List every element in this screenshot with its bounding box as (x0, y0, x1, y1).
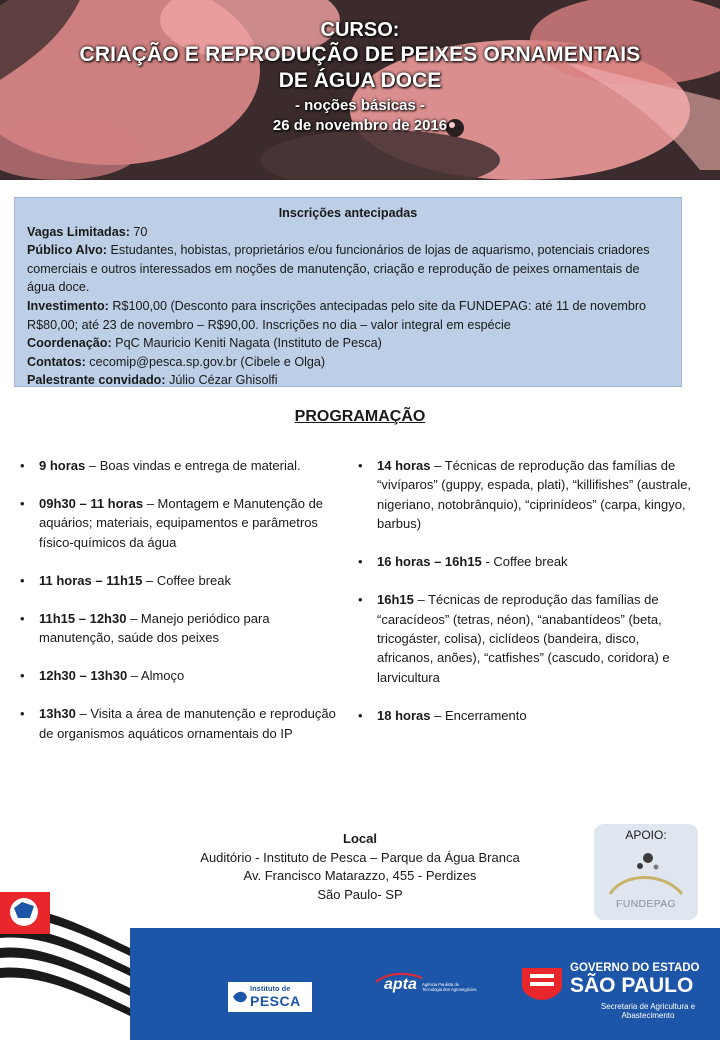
coordenacao-line (27, 334, 669, 353)
schedule-text: – Almoço (127, 668, 185, 684)
venue-line3: São Paulo- SP (317, 886, 403, 902)
sao-paulo-coat-icon (516, 962, 568, 1002)
course-title-line2: DE ÁGUA DOCE (278, 69, 442, 92)
schedule-item (20, 609, 340, 648)
schedule-column-left (20, 456, 340, 762)
apta-name: apta (384, 976, 417, 993)
schedule-text: - Coffee break (481, 554, 568, 570)
investimento-label: Investimento: (27, 298, 109, 313)
bullet-icon: • (20, 496, 25, 511)
ip-small-text: Instituto de (250, 984, 291, 993)
vagas-label: Vagas Limitadas: (27, 224, 130, 239)
registration-info-box (14, 197, 682, 387)
course-subtitle: - noções básicas - (294, 97, 426, 114)
investimento-line (27, 297, 669, 334)
bullet-icon: • (20, 668, 25, 684)
schedule-item (20, 456, 340, 475)
sponsor-label: APOIO: (625, 828, 667, 842)
bullet-icon: • (358, 458, 363, 473)
apta-desc: Agência Paulista de Tecnologia dos Agronegócios (422, 982, 477, 992)
investimento-value: R$100,00 (Desconto para inscrições antecipadas pelo site da FUNDEPAG: até 11 de novembro R$80,00; até 23 de novembro – R$90,00. Inscrições no dia – valor integral em espécie (27, 298, 647, 332)
instituto-pesca-logo-icon (226, 980, 314, 1014)
schedule-text: – Boas vindas e entrega de material. (85, 458, 301, 473)
bullet-icon: • (20, 706, 25, 722)
course-label: CURSO: (320, 19, 400, 41)
schedule-time: 11h15 – 12h30 (39, 610, 127, 626)
governo-sp-logo-icon (516, 962, 702, 1030)
schedule-item (358, 456, 698, 534)
sponsor-box (594, 824, 698, 920)
contatos-value: cecomip@pesca.sp.gov.br (Cibele e Olga) (89, 354, 326, 369)
venue-line1: Auditório - Instituto de Pesca – Parque da Água Branca (200, 849, 520, 865)
contatos-label: Contatos: (27, 354, 86, 369)
schedule-title: PROGRAMAÇÃO (294, 408, 426, 425)
schedule-item (358, 590, 698, 687)
contatos-line (27, 353, 669, 372)
bullet-icon: • (358, 554, 363, 570)
publico-label: Público Alvo: (27, 243, 107, 258)
venue-line2: Av. Francisco Matarazzo, 455 - Perdizes (243, 868, 477, 884)
schedule-column-right (358, 456, 698, 744)
schedule-text: – Técnicas de reprodução das famílias de “vivíparos” (guppy, espada, plati), “killifishes” (australe, nigeriano, notobrânquio), “ciprinídeos” (carpa, kingyo, barbus) (377, 458, 692, 532)
palestrante-value: Júlio Cézar Ghisolfi (169, 373, 278, 388)
schedule-item (358, 706, 698, 725)
schedule-item (358, 552, 698, 571)
schedule-time: 9 horas (39, 458, 86, 473)
schedule-item (20, 571, 340, 590)
apta-logo-icon (370, 972, 478, 1014)
schedule-text: – Manejo periódico para manutenção, saúde dos peixes (39, 610, 270, 646)
bullet-icon: • (358, 707, 363, 723)
sponsor-name: FUNDEPAG (616, 898, 676, 910)
schedule-item (20, 494, 340, 552)
course-title-line1: CRIAÇÃO E REPRODUÇÃO DE PEIXES ORNAMENTAIS (79, 43, 641, 66)
coordenacao-value: PqC Mauricio Keniti Nagata (Instituto de Pesca) (115, 336, 382, 351)
course-title-block (0, 18, 720, 136)
schedule-time: 16 horas – 16h15 (377, 554, 482, 570)
fundepag-logo-icon (604, 850, 688, 898)
schedule-text: – Coffee break (142, 572, 232, 588)
publico-line (27, 241, 669, 297)
schedule-item (20, 704, 340, 743)
schedule-time: 14 horas (377, 458, 431, 473)
schedule-time: 12h30 – 13h30 (39, 668, 128, 684)
schedule-text: – Técnicas de reprodução das famílias de “caracídeos” (tetras, néon), “anabantídeos” (beta, tricogáster, colisa), ciclídeos (bandeira, disco, africanos, anões), “catfishes” (cascudo, coridora) e larvicultura (377, 592, 670, 685)
schedule-time: 13h30 (39, 706, 76, 722)
course-date: 26 de novembro de 2016 (272, 117, 448, 134)
info-title: Inscrições antecipadas (278, 206, 418, 220)
schedule-time: 18 horas (377, 707, 431, 723)
bullet-icon: • (20, 610, 25, 626)
sao-paulo-flag-icon (0, 884, 130, 1040)
gov-line2: SÃO PAULO (570, 974, 694, 997)
bullet-icon: • (358, 592, 363, 608)
bullet-icon: • (20, 458, 25, 473)
vagas-line (27, 223, 669, 242)
coordenacao-label: Coordenação: (27, 336, 112, 351)
venue-title: Local (343, 831, 377, 846)
schedule-time: 16h15 (377, 592, 414, 608)
schedule-text: – Montagem e Manutenção de aquários; materiais, equipamentos e parâmetros físico-químicos da água (39, 496, 324, 550)
ip-big-text: PESCA (250, 993, 301, 1009)
palestrante-label: Palestrante convidado: (27, 373, 166, 388)
bullet-icon: • (20, 572, 25, 588)
venue-block (170, 830, 550, 904)
publico-value: Estudantes, hobistas, proprietários e/ou funcionários de lojas de aquarismo, potenciais criadores comerciais e outros interessados em noções de manutenção, criação e reprodução de peixes ornamentais de água doce. (27, 243, 650, 295)
schedule-time: 11 horas – 11h15 (39, 572, 143, 588)
schedule-text: – Encerramento (430, 707, 527, 723)
schedule-text: – Visita a área de manutenção e reprodução de organismos aquáticos ornamentais do IP (39, 706, 336, 741)
vagas-value: 70 (133, 224, 148, 239)
fish-logo-icon (231, 988, 249, 1006)
palestrante-line (27, 371, 669, 390)
header-banner (0, 0, 720, 180)
gov-line3: Secretaria de Agricultura e Abastecimento (600, 1002, 696, 1020)
schedule-item (20, 666, 340, 685)
gov-line1: GOVERNO DO ESTADO (570, 962, 700, 974)
schedule-time: 09h30 – 11 horas (39, 496, 144, 511)
